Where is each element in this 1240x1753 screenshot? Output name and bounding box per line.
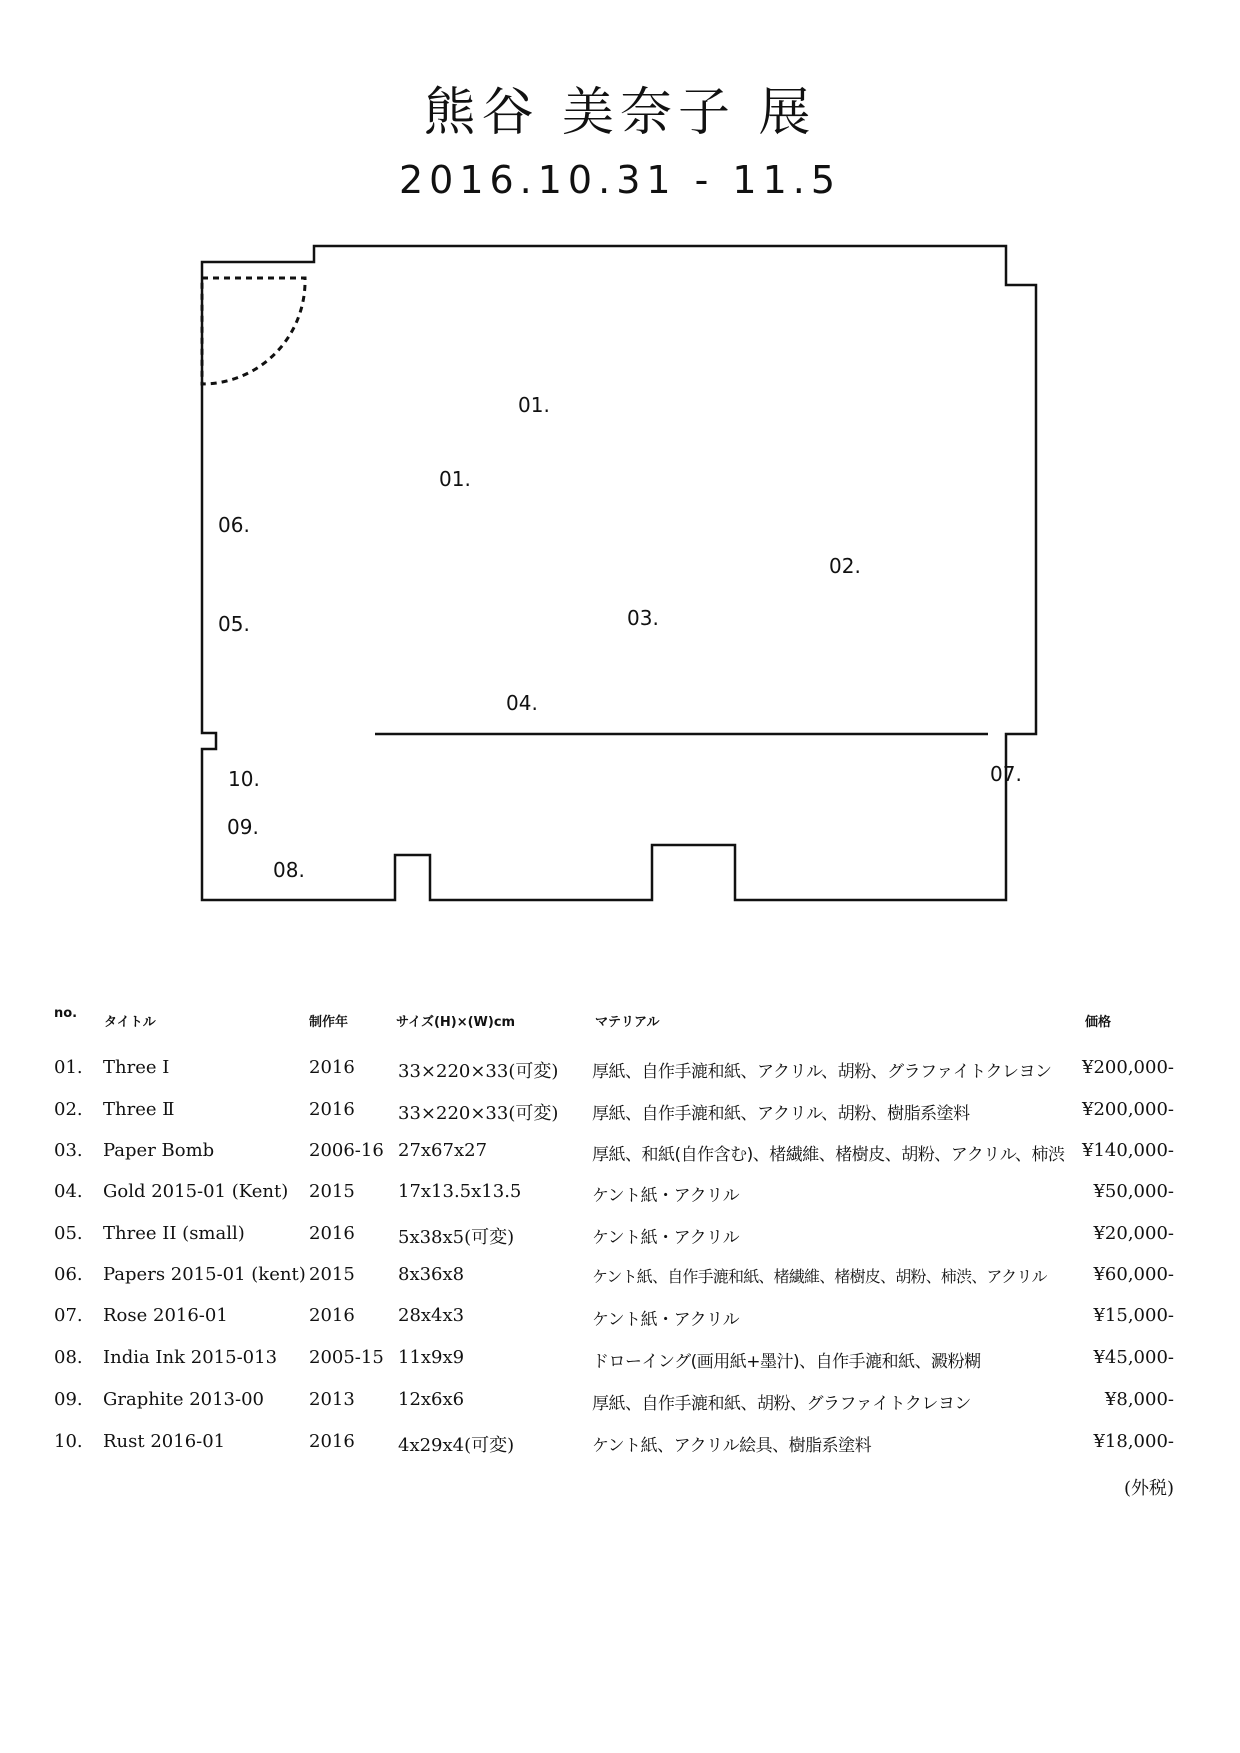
row-price: ¥15,000-	[1093, 1305, 1174, 1326]
row-price: ¥18,000-	[1093, 1431, 1174, 1452]
table-row	[0, 1223, 1240, 1253]
plan-label-03: 03.	[627, 606, 659, 630]
plan-label-02: 02.	[829, 554, 861, 578]
row-no: 01.	[54, 1057, 83, 1078]
row-no: 05.	[54, 1223, 83, 1244]
row-year: 2016	[309, 1223, 355, 1244]
table-row	[0, 1389, 1240, 1419]
row-size: 8x36x8	[398, 1264, 465, 1285]
row-no: 02.	[54, 1099, 83, 1120]
plan-label-01-b: 01.	[439, 467, 471, 491]
table-row	[0, 1264, 1240, 1294]
row-material: 厚紙、自作手漉和紙、胡粉、グラファイトクレヨン	[592, 1394, 971, 1414]
row-size: 33×220×33(可変)	[398, 1103, 559, 1124]
row-no: 03.	[54, 1140, 83, 1161]
plan-label-08: 08.	[273, 858, 305, 882]
plan-label-05: 05.	[218, 612, 250, 636]
row-no: 07.	[54, 1305, 83, 1326]
row-title: Gold 2015-01 (Kent)	[103, 1181, 289, 1202]
row-size: 4x29x4(可変)	[398, 1435, 515, 1456]
row-title: Paper Bomb	[103, 1140, 215, 1161]
row-price: ¥50,000-	[1093, 1181, 1174, 1202]
table-row	[0, 1347, 1240, 1377]
plan-label-07: 07.	[990, 762, 1022, 786]
row-material: ケント紙・アクリル	[592, 1186, 740, 1206]
row-title: Three Ⅰ	[103, 1057, 170, 1078]
row-no: 06.	[54, 1264, 83, 1285]
row-year: 2005-15	[309, 1347, 384, 1368]
table-row	[0, 1305, 1240, 1335]
row-year: 2006-16	[309, 1140, 384, 1161]
row-title: Rust 2016-01	[103, 1431, 226, 1452]
row-year: 2015	[309, 1264, 355, 1285]
row-material: ケント紙・アクリル	[592, 1228, 740, 1248]
row-material: ケント紙・アクリル	[592, 1310, 740, 1330]
plan-label-01-a: 01.	[518, 393, 550, 417]
table-row	[0, 1140, 1240, 1170]
row-title: Graphite 2013-00	[103, 1389, 264, 1410]
row-year: 2016	[309, 1057, 355, 1078]
row-price: ¥60,000-	[1093, 1264, 1174, 1285]
row-title: India Ink 2015-013	[103, 1347, 278, 1368]
row-material: 厚紙、自作手漉和紙、アクリル、胡粉、グラファイトクレヨン	[592, 1062, 1052, 1082]
table-row	[0, 1181, 1240, 1211]
row-title: Three II (small)	[103, 1223, 245, 1244]
exhibition-dates: 2016.10.31 - 11.5	[398, 158, 842, 202]
tax-note: (外税)	[1123, 1478, 1174, 1499]
row-no: 10.	[54, 1431, 83, 1452]
header-no: no.	[54, 1006, 78, 1021]
floor-plan-walls	[202, 246, 1036, 900]
row-size: 27x67x27	[398, 1140, 488, 1161]
row-size: 12x6x6	[398, 1389, 465, 1410]
row-year: 2016	[309, 1305, 355, 1326]
row-price: ¥200,000-	[1082, 1099, 1174, 1120]
row-size: 28x4x3	[398, 1305, 465, 1326]
row-material: 厚紙、自作手漉和紙、アクリル、胡粉、樹脂系塗料	[592, 1104, 970, 1124]
header-title: タイトル	[104, 1015, 156, 1030]
row-price: ¥45,000-	[1093, 1347, 1174, 1368]
door-swing	[202, 278, 305, 384]
row-year: 2015	[309, 1181, 355, 1202]
row-year: 2013	[309, 1389, 355, 1410]
row-price: ¥140,000-	[1082, 1140, 1174, 1161]
row-size: 11x9x9	[398, 1347, 465, 1368]
plan-label-04: 04.	[506, 691, 538, 715]
row-no: 08.	[54, 1347, 83, 1368]
plan-label-09: 09.	[227, 815, 259, 839]
row-material: ケント紙、アクリル絵具、樹脂系塗料	[592, 1436, 872, 1456]
plan-label-06: 06.	[218, 513, 250, 537]
header-price: 価格	[1085, 1015, 1112, 1030]
row-size: 5x38x5(可変)	[398, 1227, 515, 1248]
plan-label-10: 10.	[228, 767, 260, 791]
row-title: Three Ⅱ	[103, 1099, 175, 1120]
row-price: ¥200,000-	[1082, 1057, 1174, 1078]
table-row	[0, 1099, 1240, 1129]
row-year: 2016	[309, 1431, 355, 1452]
row-year: 2016	[309, 1099, 355, 1120]
row-material: 厚紙、和紙(自作含む)、楮繊維、楮樹皮、胡粉、アクリル、柿渋	[592, 1145, 1065, 1165]
row-material: ドローイング(画用紙+墨汁)、自作手漉和紙、澱粉糊	[592, 1352, 981, 1372]
header-material: マテリアル	[595, 1015, 660, 1030]
row-material: ケント紙、自作手漉和紙、楮繊維、楮樹皮、胡粉、柿渋、アクリル	[592, 1267, 1047, 1286]
row-size: 17x13.5x13.5	[398, 1181, 522, 1202]
table-row	[0, 1057, 1240, 1087]
row-no: 04.	[54, 1181, 83, 1202]
exhibition-title: 熊谷 美奈子 展	[423, 83, 817, 143]
row-title: Papers 2015-01 (kent)	[103, 1264, 306, 1285]
header-size: サイズ(H)×(W)cm	[396, 1015, 516, 1030]
table-row	[0, 1431, 1240, 1461]
header-year: 制作年	[309, 1015, 349, 1030]
row-size: 33×220×33(可変)	[398, 1061, 559, 1082]
row-price: ¥8,000-	[1104, 1389, 1174, 1410]
row-title: Rose 2016-01	[103, 1305, 228, 1326]
row-no: 09.	[54, 1389, 83, 1410]
row-price: ¥20,000-	[1093, 1223, 1174, 1244]
